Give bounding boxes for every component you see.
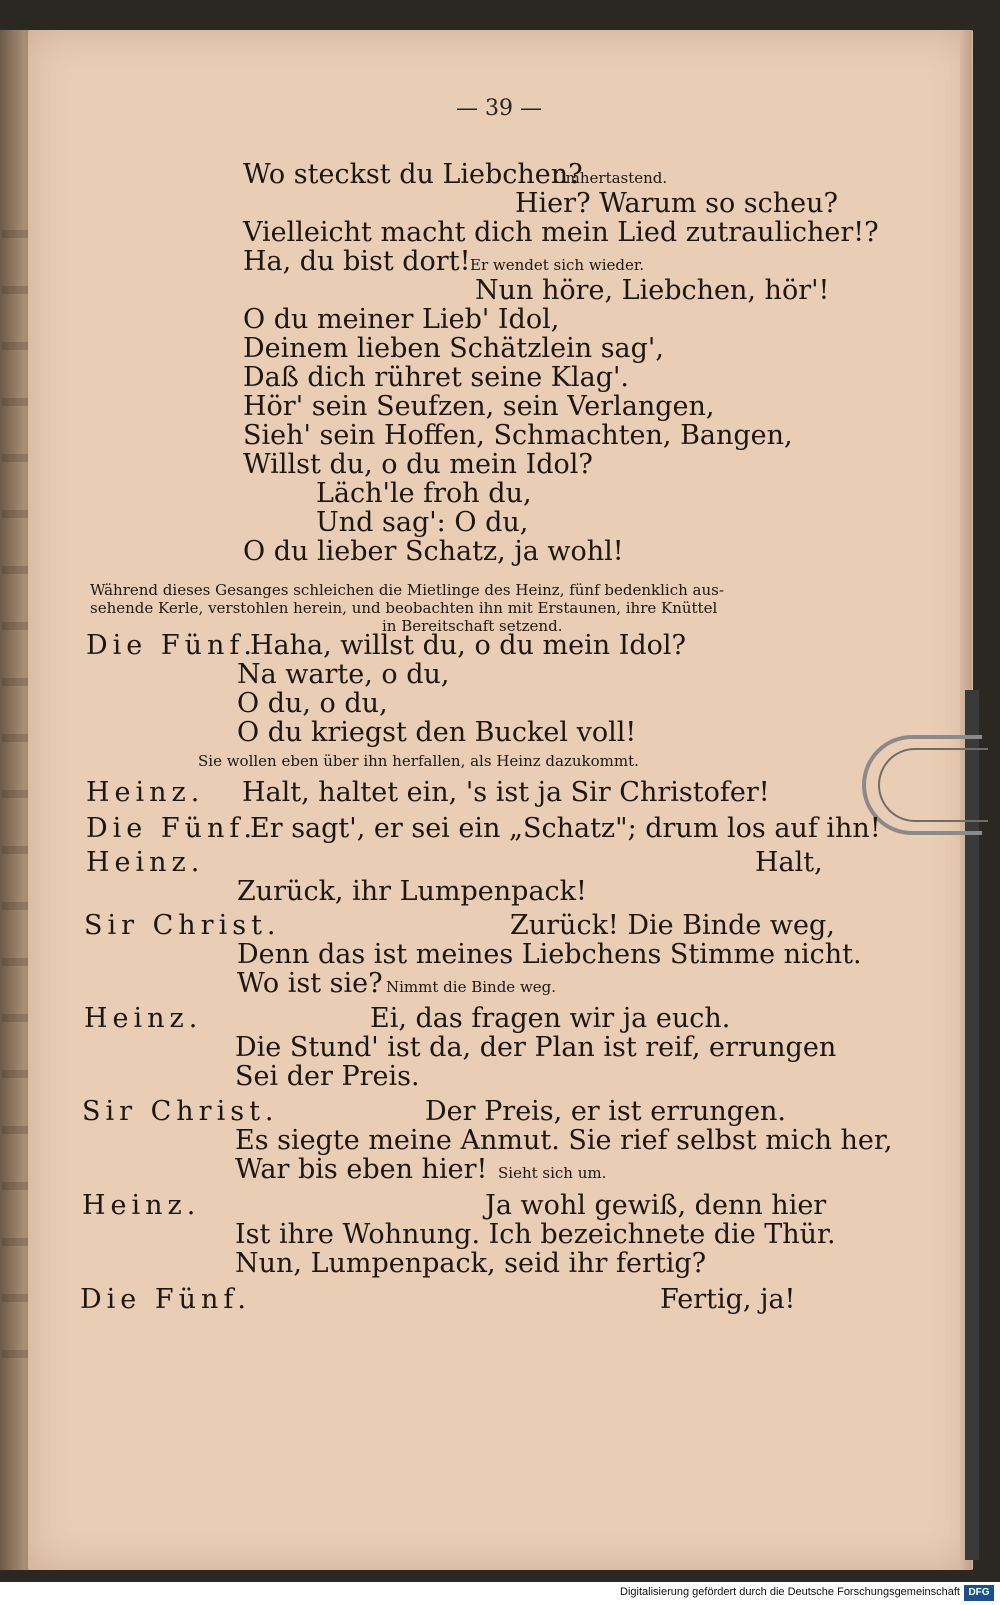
stage-direction: Sieht sich um. xyxy=(498,1164,607,1182)
verse-line: Ha, du bist dort! xyxy=(243,246,471,277)
verse-line: Ei, das fragen wir ja euch. xyxy=(370,1003,731,1034)
verse-line: Ist ihre Wohnung. Ich bezeichnete die Thür. xyxy=(235,1219,836,1250)
stage-direction: Er wendet sich wieder. xyxy=(470,256,645,274)
verse-line: O du, o du, xyxy=(237,688,388,719)
verse-line: O du kriegst den Buckel voll! xyxy=(237,717,637,748)
paper-clip-inner-loop xyxy=(878,748,988,822)
verse-line: Hier? Warum so scheu? xyxy=(515,188,839,219)
verse-line: Läch'le froh du, xyxy=(316,478,532,509)
verse-line: O du meiner Lieb' Idol, xyxy=(243,304,560,335)
verse-line: Halt, haltet ein, 's ist ja Sir Christofer! xyxy=(242,777,770,808)
speaker-label: Die Fünf. xyxy=(80,1284,251,1315)
verse-line: Und sag': O du, xyxy=(316,507,529,538)
stage-direction: sehende Kerle, verstohlen herein, und beobachten ihn mit Erstaunen, ihre Knüttel xyxy=(90,599,718,617)
verse-line: Hör' sein Seufzen, sein Verlangen, xyxy=(243,391,715,422)
verse-line: Deinem lieben Schätzlein sag', xyxy=(243,333,664,364)
verse-line: War bis eben hier! xyxy=(235,1154,488,1185)
speaker-label: Sir Christ. xyxy=(82,1096,279,1127)
verse-line: O du lieber Schatz, ja wohl! xyxy=(243,536,624,567)
verse-line: Halt, xyxy=(755,847,823,878)
verse-line: Die Stund' ist da, der Plan ist reif, errungen xyxy=(235,1032,837,1063)
footer-credit: Digitalisierung gefördert durch die Deutsche Forschungsgemeinschaft xyxy=(620,1586,960,1598)
verse-line: Denn das ist meines Liebchens Stimme nicht. xyxy=(237,939,862,970)
stage-direction: Sie wollen eben über ihn herfallen, als Heinz dazukommt. xyxy=(198,752,639,770)
verse-line: Sieh' sein Hoffen, Schmachten, Bangen, xyxy=(243,420,793,451)
verse-line: Willst du, o du mein Idol? xyxy=(243,449,593,480)
stage-direction: in Bereitschaft setzend. xyxy=(382,617,563,635)
speaker-label: Die Fünf. xyxy=(86,813,257,844)
verse-line: Der Preis, er ist errungen. xyxy=(425,1096,787,1127)
speaker-label: Heinz. xyxy=(86,777,205,808)
speaker-label: Die Fünf. xyxy=(86,630,257,661)
verse-line: Wo steckst du Liebchen? xyxy=(243,159,583,190)
stage-direction: Nimmt die Binde weg. xyxy=(386,978,557,996)
stage-direction: Während dieses Gesanges schleichen die Mietlinge des Heinz, fünf bedenklich aus- xyxy=(90,581,724,599)
verse-line: Sei der Preis. xyxy=(235,1061,420,1092)
verse-line: Fertig, ja! xyxy=(660,1284,796,1315)
verse-line: Er sagt', er sei ein „Schatz"; drum los auf ihn! xyxy=(250,813,881,844)
verse-line: Haha, willst du, o du mein Idol? xyxy=(250,630,687,661)
verse-line: Na warte, o du, xyxy=(237,659,450,690)
verse-line: Zurück! Die Binde weg, xyxy=(510,910,835,941)
verse-line: Nun, Lumpenpack, seid ihr fertig? xyxy=(235,1248,707,1279)
verse-line: Es siegte meine Anmut. Sie rief selbst mich her, xyxy=(235,1125,893,1156)
speaker-label: Heinz. xyxy=(82,1190,201,1221)
digitization-footer xyxy=(0,1582,1000,1605)
verse-line: Wo ist sie? xyxy=(237,968,383,999)
verse-line: Zurück, ihr Lumpenpack! xyxy=(237,876,587,907)
speaker-label: Heinz. xyxy=(86,847,205,878)
dfg-logo: DFG xyxy=(964,1585,994,1601)
stage-direction: Umhertastend. xyxy=(553,169,668,187)
verse-line: Ja wohl gewiß, denn hier xyxy=(485,1190,827,1221)
verse-line: Vielleicht macht dich mein Lied zutraulicher!? xyxy=(243,217,879,248)
verse-line: Daß dich rühret seine Klag'. xyxy=(243,362,629,393)
speaker-label: Sir Christ. xyxy=(84,910,281,941)
verse-line: Nun höre, Liebchen, hör'! xyxy=(475,275,830,306)
page-number: — 39 — xyxy=(456,96,542,121)
speaker-label: Heinz. xyxy=(84,1003,203,1034)
